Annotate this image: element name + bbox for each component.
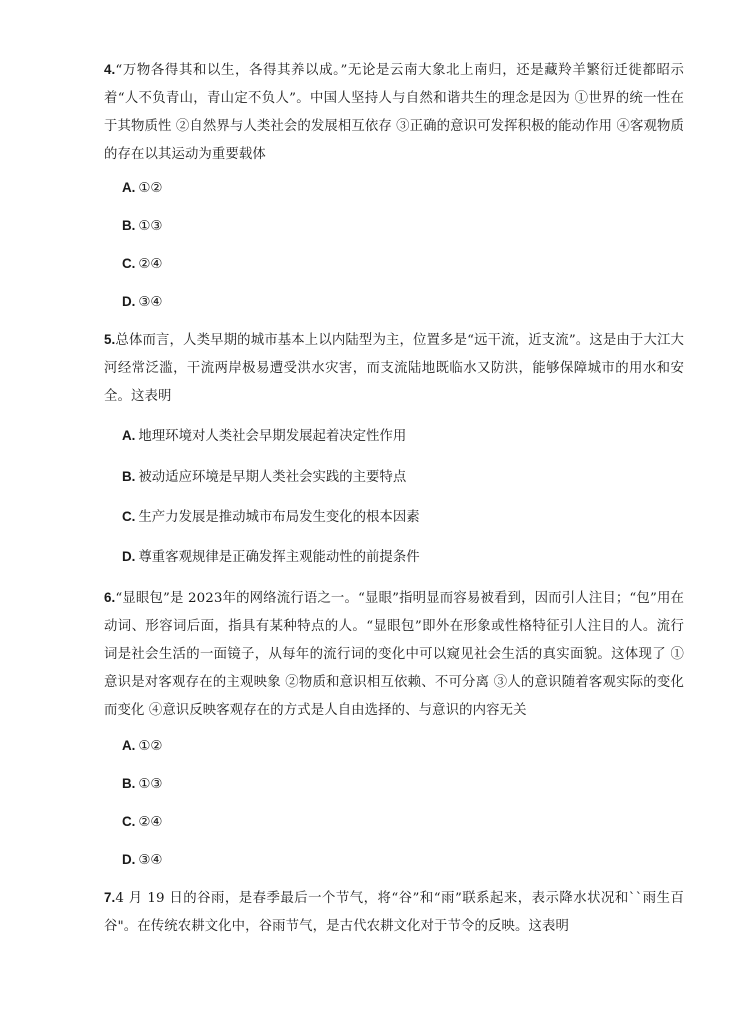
option-text: 尊重客观规律是正确发挥主观能动性的前提条件 — [138, 550, 420, 565]
option-letter: A. — [122, 738, 136, 753]
question-7-stem — [104, 884, 684, 941]
question-4-option-c — [122, 254, 162, 275]
option-text: ③④ — [138, 295, 163, 310]
question-4-option-a — [122, 178, 162, 199]
option-letter: B. — [122, 776, 136, 791]
option-letter: D. — [122, 294, 136, 309]
question-5-option-c — [122, 507, 420, 528]
question-text: “万物各得其和以生，各得其养以成。”无论是云南大象北上南归，还是藏羚羊繁衍迁徙都昭示着“人不负青山，青山定不负人”。中国人坚持人与自然和谐共生的理念是因为 ①世界的统一性在于其物质性 ②自然界与人类社会的发展相互依存 ③正确的意识可发挥积极的能动作用 ④客观物质的存在以其运动为重要载体 — [104, 63, 684, 162]
option-letter: B. — [122, 218, 136, 233]
question-6-option-b — [122, 774, 162, 795]
option-text: 被动适应环境是早期人类社会实践的主要特点 — [138, 470, 407, 485]
option-text: ①② — [138, 181, 163, 196]
question-text: “显眼包”是 2023年的网络流行语之一。“显眼”指明显而容易被看到，因而引人注目；“包”用在动词、形容词后面，指具有某种特点的人。“显眼包”即外在形象或性格特征引人注目的人。流行词是社会生活的一面镜子，从每年的流行词的变化中可以窥见社会生活的真实面貌。这体现了 ①意识是对客观存在的主观映象 ②物质和意识相互依赖、不可分离 ③人的意识随着客观实际的变化而变化 ④意识反映客观存在的方式是人自由选择的、与意识的内容无关 — [104, 591, 684, 718]
option-letter: B. — [122, 469, 136, 484]
option-letter: C. — [122, 509, 136, 524]
question-4-stem — [104, 56, 684, 169]
option-text: ②④ — [138, 257, 163, 272]
option-text: ③④ — [138, 853, 163, 868]
option-text: ①③ — [138, 219, 163, 234]
option-text: ①③ — [138, 777, 163, 792]
option-text: ②④ — [138, 815, 163, 830]
question-number: 6. — [104, 590, 116, 605]
question-4-option-b — [122, 216, 162, 237]
question-number: 4. — [104, 62, 116, 77]
option-letter: A. — [122, 428, 136, 443]
question-text: 4 月 19 日的谷雨，是春季最后一个节气，将“谷”和“雨”联系起来，表示降水状况和``雨生百谷"。在传统农耕文化中，谷雨节气，是古代农耕文化对于节令的反映。这表明 — [104, 891, 684, 934]
question-5-option-d — [122, 547, 420, 568]
question-5-option-b — [122, 467, 406, 488]
option-text: 地理环境对人类社会早期发展起着决定性作用 — [138, 429, 407, 444]
question-6-option-c — [122, 812, 162, 833]
question-number: 7. — [104, 890, 116, 905]
option-letter: D. — [122, 852, 136, 867]
question-text: 总体而言，人类早期的城市基本上以内陆型为主，位置多是“远干流，近支流”。这是由于大江大河经常泛滥，干流两岸极易遭受洪水灾害，而支流陆地既临水又防洪，能够保障城市的用水和安全。这表明 — [104, 333, 684, 404]
option-letter: C. — [122, 256, 136, 271]
question-6-option-d — [122, 850, 162, 871]
question-5-stem — [104, 326, 684, 411]
option-letter: A. — [122, 180, 136, 195]
option-letter: C. — [122, 814, 136, 829]
option-letter: D. — [122, 549, 136, 564]
question-4-option-d — [122, 292, 162, 313]
question-number: 5. — [104, 332, 116, 347]
question-5-option-a — [122, 426, 406, 447]
option-text: ①② — [138, 739, 163, 754]
question-6-option-a — [122, 736, 162, 757]
question-6-stem — [104, 584, 684, 725]
option-text: 生产力发展是推动城市布局发生变化的根本因素 — [138, 510, 420, 525]
